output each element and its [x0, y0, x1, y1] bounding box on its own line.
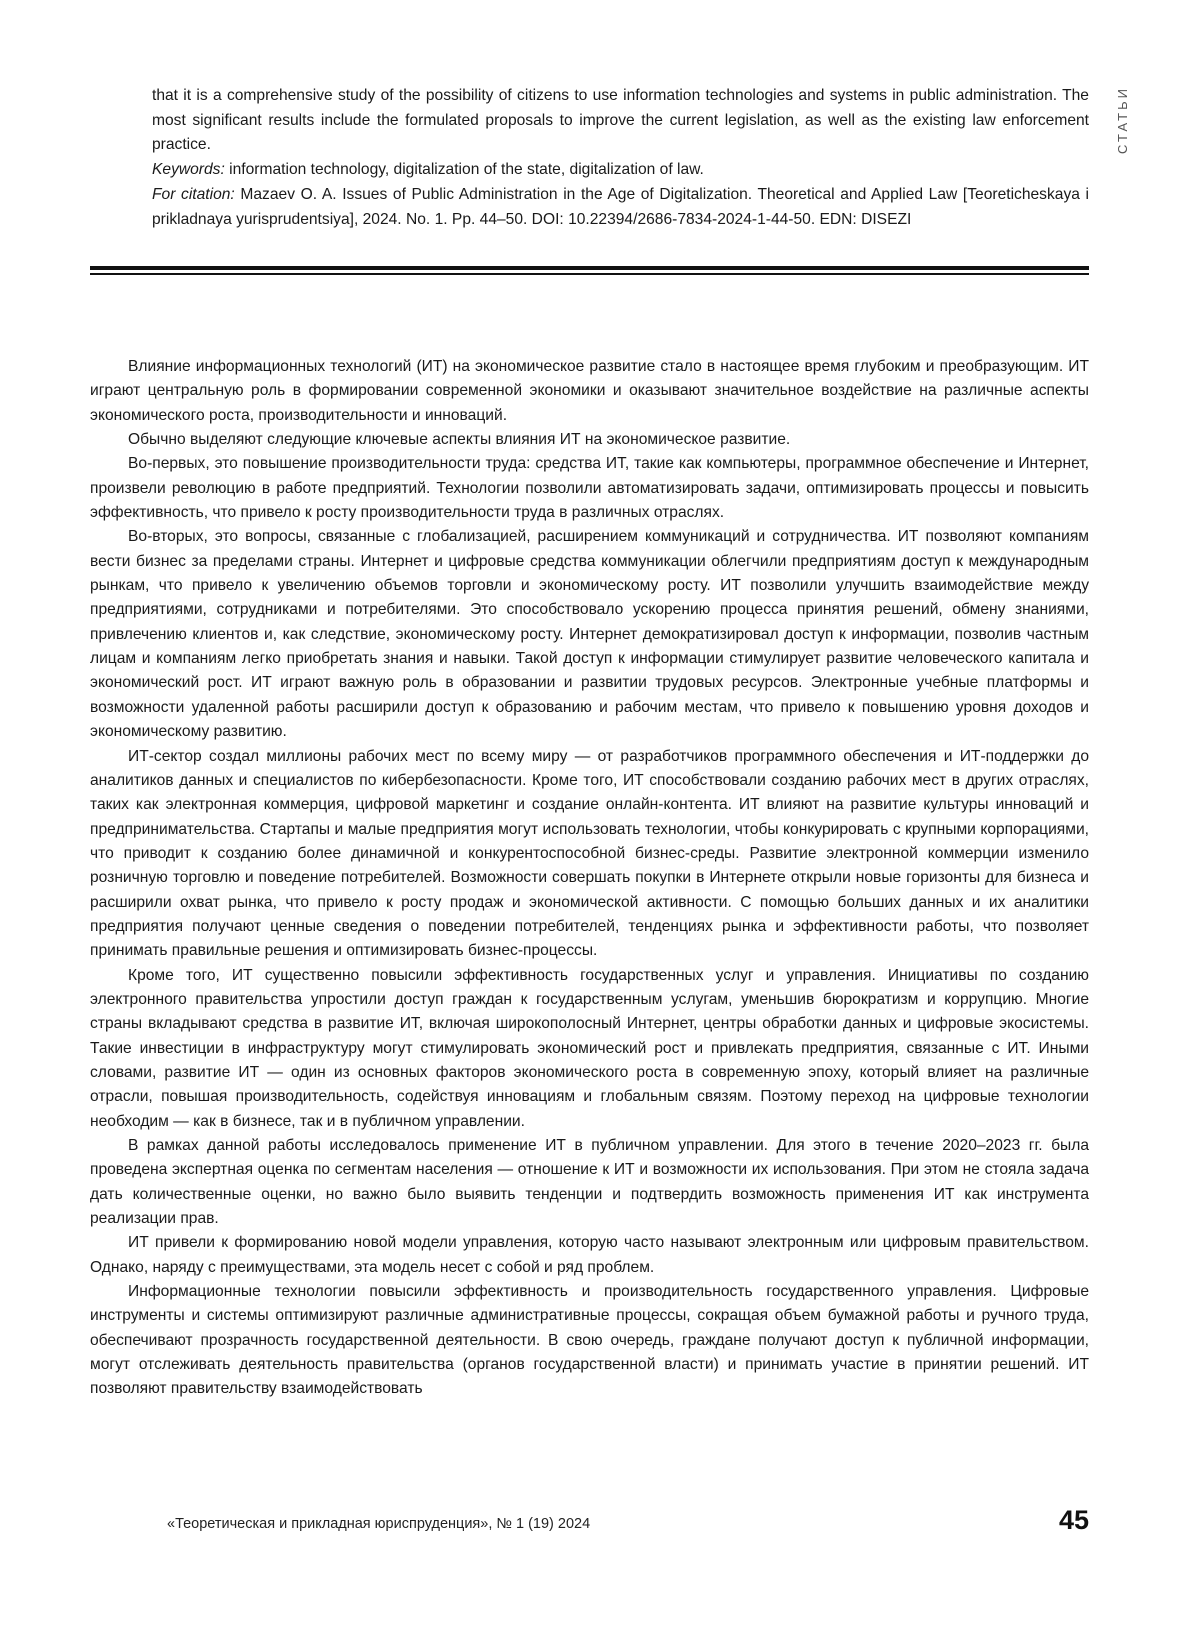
keywords-label: Keywords: — [152, 161, 225, 178]
paragraph: Обычно выделяют следующие ключевые аспекты влияния ИТ на экономическое развитие. — [90, 428, 1089, 452]
citation-label: For citation: — [152, 186, 235, 203]
abstract-text: that it is a comprehensive study of the possibility of citizens to use information technologies and systems in public administration. The most significant results include the formulated proposals to improve the current legislation, as well as the existing law enforcement practice. — [152, 84, 1089, 158]
section-label: СТАТЬИ — [1115, 86, 1130, 154]
paragraph: В рамках данной работы исследовалось применение ИТ в публичном управлении. Для этого в течение 2020–2023 гг. была проведена экспертная оценка по сегментам населения — отношение к ИТ и возможности их использования. При этом не стояла задача дать количественные оценки, но важно было выявить тенденции и подтвердить возможность применения ИТ как инструмента реализации прав. — [90, 1134, 1089, 1231]
paragraph: Кроме того, ИТ существенно повысили эффективность государственных услуг и управления. Инициативы по созданию электронного правительства упростили доступ граждан к государственным услугам, уменьшив бюрократизм и коррупцию. Многие страны вкладывают средства в развитие ИТ, включая широкополосный Интернет, центры обработки данных и цифровые экосистемы. Такие инвестиции в инфраструктуру могут стимулировать экономический рост и привлекать предприятия, связанные с ИТ. Иными словами, развитие ИТ — один из основных факторов экономического роста в современную эпоху, который влияет на различные отрасли, повышая производительность, содействуя инновациям и глобальным связям. Поэтому переход на цифровые технологии необходим — как в бизнесе, так и в публичном управлении. — [90, 964, 1089, 1134]
keywords-line — [152, 158, 1089, 183]
page-number: 45 — [1059, 1505, 1089, 1536]
journal-footer: «Теоретическая и прикладная юриспруденция», № 1 (19) 2024 — [167, 1516, 590, 1532]
paragraph: Во-вторых, это вопросы, связанные с глобализацией, расширением коммуникаций и сотрудничества. ИТ позволяют компаниям вести бизнес за пределами страны. Интернет и цифровые средства коммуникации облегчили предприятиям доступ к международным рынкам, что привело к увеличению объемов торговли и экономическому росту. ИТ позволили улучшить взаимодействие между предприятиями, сотрудниками и потребителями. Это способствовало ускорению процесса принятия решений, обмену знаниями, привлечению клиентов и, как следствие, экономическому росту. Интернет демократизировал доступ к информации, позволив частным лицам и компаниям легко приобретать знания и навыки. Такой доступ к информации стимулирует развитие человеческого капитала и экономический рост. ИТ играют важную роль в образовании и развитии трудовых ресурсов. Электронные учебные платформы и возможности удаленной работы расширили доступ к образованию и рабочим местам, что привело к повышению уровня доходов и экономическому развитию. — [90, 525, 1089, 744]
divider-thin — [90, 273, 1089, 275]
citation-text: Mazaev O. A. Issues of Public Administration in the Age of Digitalization. Theoretical and Applied Law [Teoreticheskaya i prikladnaya yurisprudentsiya], 2024. No. 1. Pp. 44–50. DOI: 10.22394/2686-7834-2024-1-44-50. EDN: DISEZI — [152, 186, 1089, 228]
divider-thick — [90, 266, 1089, 270]
paragraph: ИТ привели к формированию новой модели управления, которую часто называют электронным или цифровым правительством. Однако, наряду с преимуществами, эта модель несет с собой и ряд проблем. — [90, 1231, 1089, 1280]
article-body — [90, 355, 1089, 1402]
keywords-text: information technology, digitalization of the state, digitalization of law. — [225, 161, 704, 178]
citation-line — [152, 183, 1089, 232]
paragraph: ИТ-сектор создал миллионы рабочих мест по всему миру — от разработчиков программного обеспечения и ИТ-поддержки до аналитиков данных и специалистов по кибербезопасности. Кроме того, ИТ способствовали созданию рабочих мест в других отраслях, таких как электронная коммерция, цифровой маркетинг и создание онлайн-контента. ИТ влияют на развитие культуры инноваций и предпринимательства. Стартапы и малые предприятия могут использовать технологии, чтобы конкурировать с крупными корпорациями, что приводит к созданию более динамичной и конкурентоспособной бизнес-среды. Развитие электронной коммерции изменило розничную торговлю и поведение потребителей. Возможности совершать покупки в Интернете открыли новые горизонты для бизнеса и расширили охват рынка, что привело к росту продаж и экономической активности. С помощью больших данных и их аналитики предприятия получают ценные сведения о поведении потребителей, тенденциях рынка и эффективности работы, что позволяет принимать правильные решения и оптимизировать бизнес-процессы. — [90, 745, 1089, 964]
paragraph: Влияние информационных технологий (ИТ) на экономическое развитие стало в настоящее время глубоким и преобразующим. ИТ играют центральную роль в формировании современной экономики и оказывают значительное воздействие на различные аспекты экономического роста, производительности и инноваций. — [90, 355, 1089, 428]
paragraph: Информационные технологии повысили эффективность и производительность государственного управления. Цифровые инструменты и системы оптимизируют различные административные процессы, сокращая объем бумажной работы и ручного труда, обеспечивают прозрачность государственной деятельности. В свою очередь, граждане получают доступ к публичной информации, могут отслеживать деятельность правительства (органов государственной власти) и принимать участие в принятии решений. ИТ позволяют правительству взаимодействовать — [90, 1280, 1089, 1402]
paragraph: Во-первых, это повышение производительности труда: средства ИТ, такие как компьютеры, программное обеспечение и Интернет, произвели революцию в работе предприятий. Технологии позволили автоматизировать задачи, оптимизировать процессы и повысить эффективность, что привело к росту производительности труда в различных отраслях. — [90, 452, 1089, 525]
abstract-block — [152, 84, 1089, 232]
